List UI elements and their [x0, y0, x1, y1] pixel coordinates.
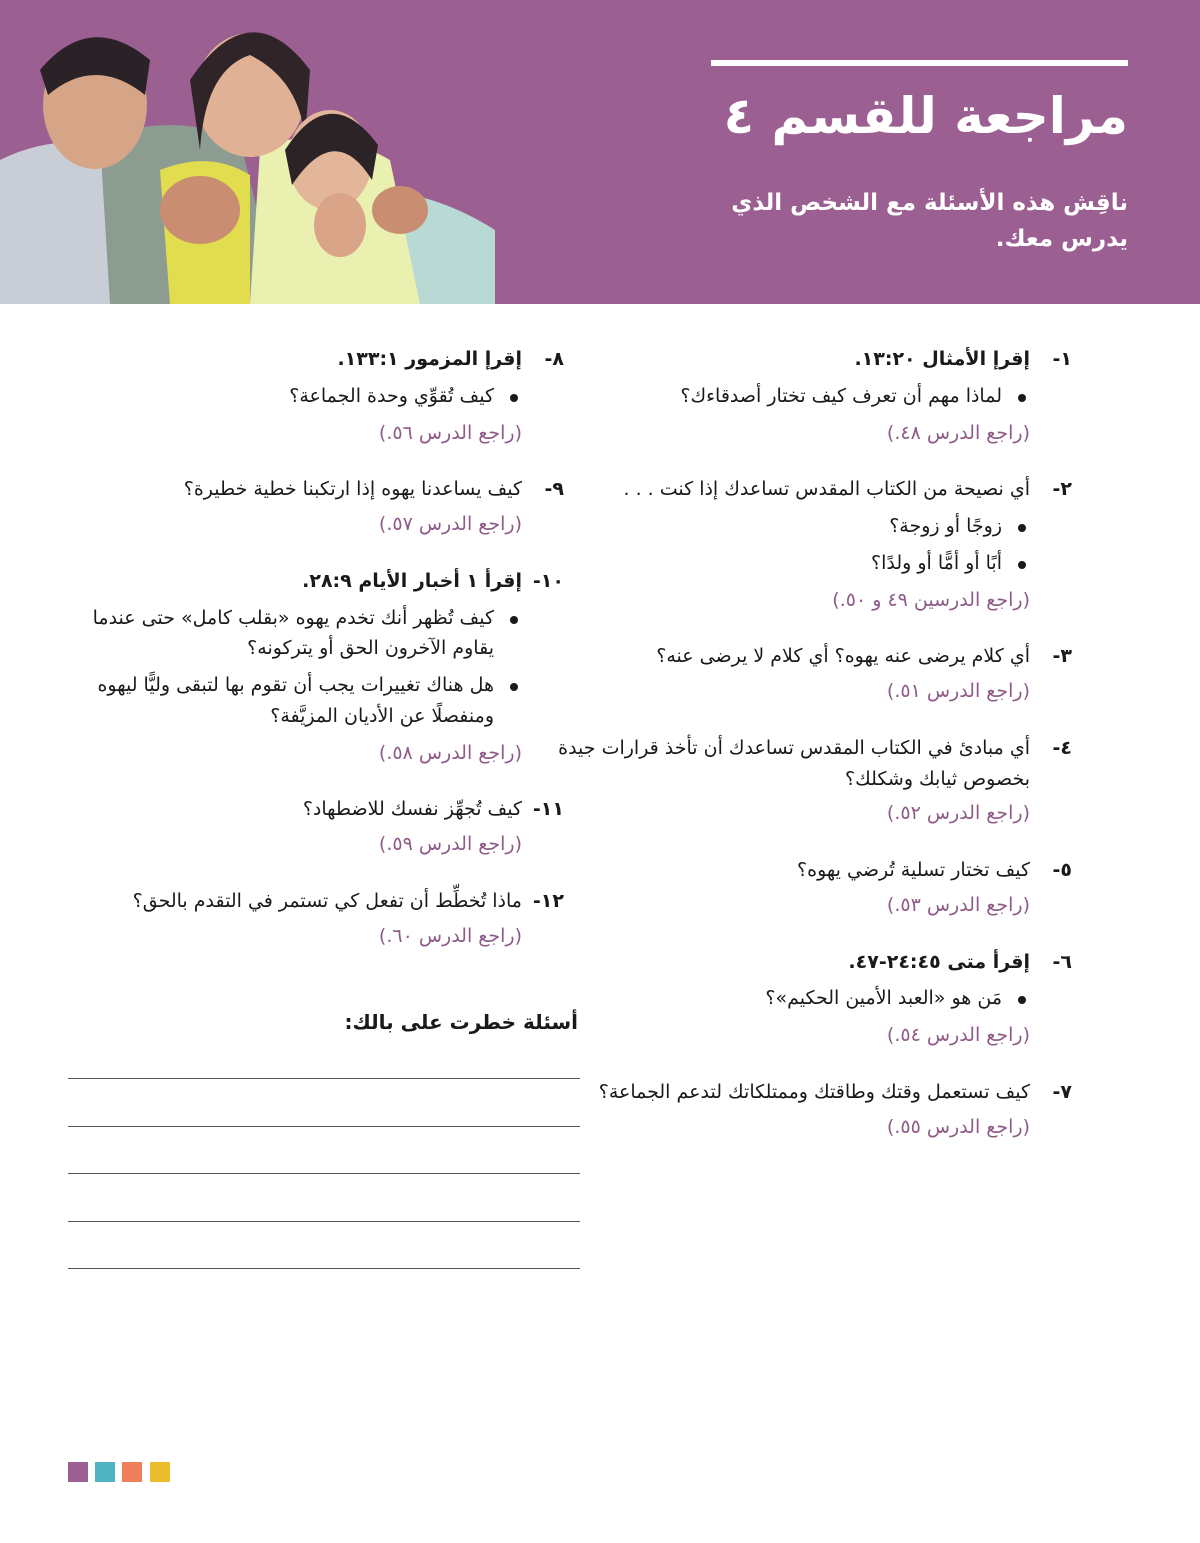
question-item	[74, 794, 564, 860]
note-line[interactable]	[68, 1221, 580, 1222]
question-number: ١-	[1052, 348, 1072, 370]
question-text: أي كلام يرضى عنه يهوه؟ أي كلام لا يرضى عنه؟	[656, 645, 1030, 668]
question-number: ٦-	[1052, 950, 1072, 973]
question-text: كيف يساعدنا يهوه إذا ارتكبنا خطية خطيرة؟	[183, 478, 522, 501]
question-text: كيف تستعمل وقتك وطاقتك وممتلكاتك لتدعم الجماعة؟	[598, 1081, 1030, 1104]
question-item	[552, 641, 1072, 707]
lesson-reference: (راجع الدرسين ٤٩ و ٥٠.)	[832, 588, 1030, 611]
question-text: كيف تختار تسلية تُرضي يهوه؟	[797, 859, 1030, 882]
page-header	[0, 0, 1200, 304]
question-item	[552, 947, 1072, 1051]
question-item	[74, 566, 564, 769]
lesson-reference: (راجع الدرس ٥١.)	[886, 680, 1030, 703]
questions-column-right	[552, 344, 1072, 1169]
question-item	[552, 855, 1072, 921]
note-line[interactable]	[68, 1078, 580, 1079]
question-number: ٢-	[1052, 478, 1072, 501]
bullet-item: أبًا أو أمًّا أو ولدًا؟	[552, 548, 1030, 579]
question-bullets	[552, 983, 1030, 1014]
question-number: ١١-	[532, 798, 564, 821]
note-line[interactable]	[68, 1173, 580, 1174]
bullet-item: لماذا مهم أن تعرف كيف تختار أصدقاءك؟	[552, 381, 1030, 412]
lesson-reference: (راجع الدرس ٥٣.)	[886, 893, 1030, 916]
lesson-reference: (راجع الدرس ٤٨.)	[886, 421, 1030, 444]
page-subtitle: ناقِش هذه الأسئلة مع الشخص الذي يدرس معك.	[731, 190, 1128, 252]
question-item	[552, 344, 1072, 448]
extra-questions-heading: أسئلة خطرت على بالك:	[344, 1010, 578, 1034]
question-item	[74, 474, 564, 540]
lesson-reference: (راجع الدرس ٥٢.)	[886, 802, 1030, 825]
note-line[interactable]	[68, 1268, 580, 1269]
question-item	[552, 733, 1072, 829]
question-bullets	[74, 381, 522, 412]
question-number: ٩-	[544, 478, 564, 501]
note-line[interactable]	[68, 1126, 580, 1127]
question-number: ٧-	[1052, 1081, 1072, 1104]
page-title: مراجعة للقسم ٤	[723, 87, 1128, 145]
color-swatch	[150, 1462, 170, 1482]
question-number: ٣-	[1052, 645, 1072, 668]
question-item	[552, 1077, 1072, 1143]
question-number: ١٠-	[532, 569, 564, 592]
question-item	[74, 886, 564, 952]
bullet-item: زوجًا أو زوجة؟	[552, 511, 1030, 542]
bullet-item: كيف تُظهر أنك تخدم يهوه «بقلب كامل» حتى عندما يقاوم الآخرون الحق أو يتركونه؟	[74, 603, 522, 665]
header-rule	[711, 60, 1128, 66]
lesson-reference: (راجع الدرس ٥٧.)	[378, 513, 522, 536]
family-praying-illustration	[0, 0, 495, 304]
color-swatch	[68, 1462, 88, 1482]
lesson-reference: (راجع الدرس ٥٤.)	[886, 1024, 1030, 1047]
question-number: ٥-	[1052, 859, 1072, 882]
question-item	[74, 344, 564, 448]
question-text: ماذا تُخطِّط أن تفعل كي تستمر في التقدم بالحق؟	[132, 889, 522, 912]
question-text: إقرأ ١ أخبار الأيام ٢٨:٩.	[302, 569, 522, 592]
question-number: ٤-	[1052, 736, 1072, 759]
questions-column-left	[74, 344, 564, 977]
question-number: ٨-	[544, 348, 564, 370]
question-item	[552, 474, 1072, 615]
bullet-item: كيف تُقوِّي وحدة الجماعة؟	[74, 381, 522, 412]
question-text: إقرإ الأمثال ١٣:٢٠.	[854, 348, 1030, 370]
bullet-item: هل هناك تغييرات يجب أن تقوم بها لتبقى وليًّا ليهوه ومنفصلًا عن الأديان المزيَّفة؟	[74, 670, 522, 732]
lesson-reference: (راجع الدرس ٥٨.)	[378, 741, 522, 764]
lesson-reference: (راجع الدرس ٥٩.)	[378, 833, 522, 856]
question-text: كيف تُجهِّز نفسك للاضطهاد؟	[302, 798, 522, 821]
bullet-item: مَن هو «العبد الأمين الحكيم»؟	[552, 983, 1030, 1014]
question-text: أي مبادئ في الكتاب المقدس تساعدك أن تأخذ قرارات جيدة بخصوص ثيابك وشكلك؟	[558, 736, 1030, 790]
question-bullets	[552, 511, 1030, 579]
color-swatch	[95, 1462, 115, 1482]
color-swatch	[122, 1462, 142, 1482]
lesson-reference: (راجع الدرس ٦٠.)	[378, 924, 522, 947]
question-bullets	[552, 381, 1030, 412]
question-text: إقرإ المزمور ١٣٣:١.	[337, 348, 522, 370]
question-number: ١٢-	[532, 889, 564, 912]
question-text: أي نصيحة من الكتاب المقدس تساعدك إذا كنت . . .	[623, 478, 1030, 501]
question-text: إقرأ متى ٢٤:٤٥-٤٧.	[848, 950, 1030, 973]
lesson-reference: (راجع الدرس ٥٥.)	[886, 1115, 1030, 1138]
question-bullets	[74, 603, 522, 732]
lesson-reference: (راجع الدرس ٥٦.)	[378, 421, 522, 444]
